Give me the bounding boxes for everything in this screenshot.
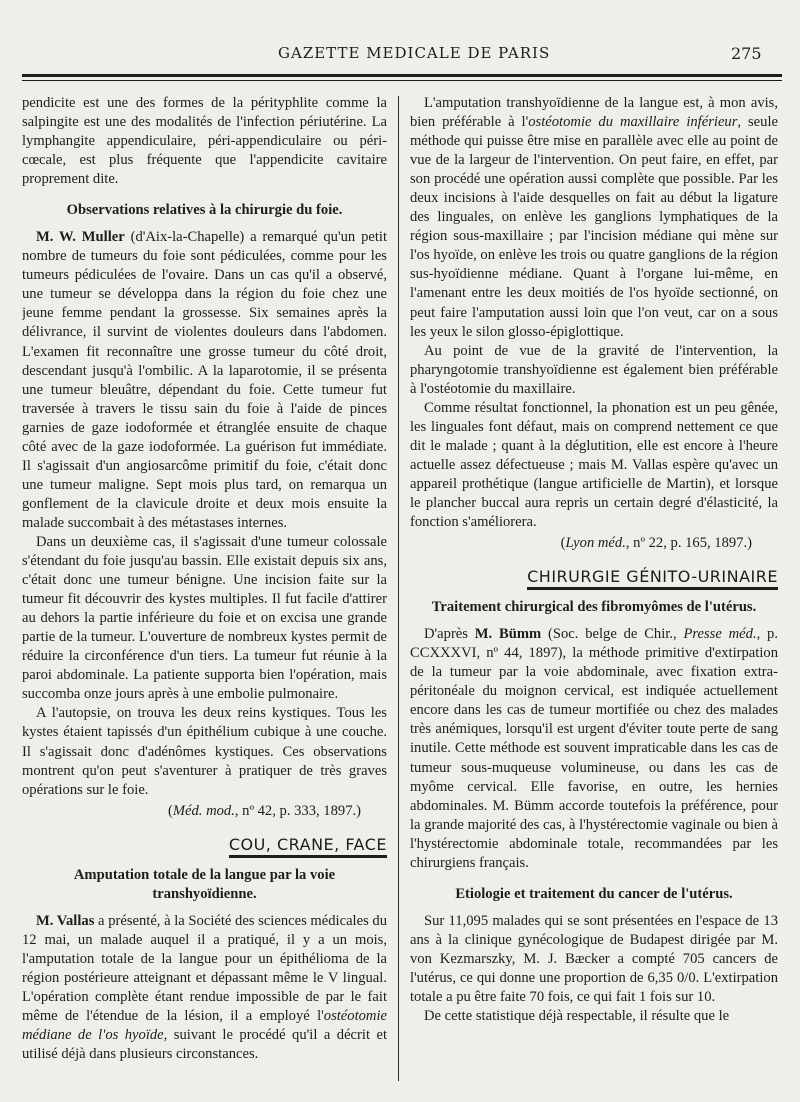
citation: (Lyon méd., nº 22, p. 165, 1897.)	[560, 535, 752, 552]
column-divider	[398, 96, 399, 1081]
paragraph-text: , p. CCXXXVI, nº 44, 1897), la méthode primitive d'extirpation de la tumeur par la voie abdominale, avec fixation extra-péritonéale du moignon cervical, est indiquée actuellement encore dans les cas de tumeur mortifiée ou chez des malades très anémiques, lorsqu'il est urgent d'éviter toute perte de sang inutile. Cette méthode est souvent impraticable dans les cas de tumeur sous-muqueuse volumineuse, ou dans les cas de myôme cervical. Elle favorise, en outre, les hernies abdominales. M. Bümm accorde toutefois la préférence, pour la grande majorité des cas, à l'hystérectomie vaginale ou bien à l'hystérectomie abdominale totale, recommandées par les chirurgiens français.	[410, 626, 778, 871]
article-heading: Etiologie et traitement du cancer de l'utérus.	[455, 885, 733, 902]
paragraph: Au point de vue de la gravité de l'intervention, la pharyngotomie transhyoïdienne est également bien préférable à l'ostéotomie du maxillaire.	[410, 342, 778, 397]
citation: (Méd. mod., nº 42, p. 333, 1897.)	[167, 802, 361, 819]
section-title-text: CHIRURGIE GÉNITO-URINAIRE	[527, 567, 778, 590]
citation-rest: , nº 22, p. 165, 1897.)	[625, 535, 752, 552]
article-heading: Traitement chirurgical des fibromyômes de l'utérus.	[431, 599, 757, 616]
paragraph	[22, 228, 387, 533]
paragraph-text: D'après	[424, 626, 475, 643]
paragraph-text: L'amputation transhyoïdienne de la langue est, à mon avis, bien préférable à l'	[410, 95, 778, 131]
paragraph-text: , suivant le procédé qu'il a décrit et utilisé déjà dans plusieurs circonstances.	[22, 1027, 387, 1063]
citation-journal: Méd. mod.	[172, 802, 235, 819]
emphasis-text: Presse méd.	[683, 626, 757, 643]
page-number: 275	[731, 44, 762, 63]
emphasis-text: ostéotomie du maxillaire inférieur	[528, 114, 738, 131]
citation-rest: , nº 42, p. 333, 1897.)	[234, 802, 361, 819]
author-name: M. Vallas	[36, 912, 95, 929]
article-heading: Amputation totale de la langue par la voie transhyoïdienne.	[73, 866, 336, 902]
citation-journal: Lyon méd.	[565, 535, 626, 552]
emphasis-text: ostéotomie médiane de l'os hyoïde	[22, 1007, 387, 1044]
author-name: M. Bümm	[474, 626, 542, 643]
header-rule-thick	[22, 74, 782, 77]
section-title	[22, 835, 387, 854]
paragraph-text: (Soc. belge de Chir.,	[541, 626, 684, 643]
paragraph	[410, 625, 778, 873]
section-title	[410, 567, 778, 586]
paragraph	[22, 912, 387, 1064]
paragraph-text: a présenté, à la Société des sciences médicales du 12 mai, un malade auquel il a pratiqué, il y a un mois, l'amputation totale de la langue pour un épithélioma de la région postérieure atteignant et dépassant même le V lingual. L'opération complète étant rendue impossible de par le fait même de l'étendue de la lésion, il a employé l'	[22, 912, 387, 1024]
section-title-text: COU, CRANE, FACE	[229, 835, 387, 858]
paragraph-text: (d'Aix-la-Chapelle) a remarqué qu'un petit nombre de tumeurs du foie sont pédiculées, comme pour les tumeurs pédiculées de l'ovaire. Dans un cas qu'il a observé, une tumeur se développa dans la région du foie chez une jeune femme pendant la grossesse. Six semaines après la délivrance, il survint de violentes douleurs dans l'abdomen. L'examen fit reconnaître une grosse tumeur du côté droit, descendant jusqu'à l'ombilic. A la laparotomie, il se présenta une tumeur bleuâtre, dépendant du foie. Cette tumeur fut traversée à travers le tissu sain du foie à l'aide de pinces garnies de gaze iodoformée et étranglée ensuite de chaque côté avec de la gaze iodoformée. La guérison fut immédiate. Il s'agissait d'un angiosarcôme primitif du foie, c'était donc une tumeur maligne. Sept mois plus tard, on remarqua un gonflement de la clavicule droite et deux mois ensuite la malade succombait à des métastases internes.	[22, 229, 387, 531]
paragraph: Sur 11,095 malades qui se sont présentées en l'espace de 13 ans à la clinique gynécologique de Budapest dirigée par M. von Kezmarszky, M. J. Bæcker a compté 705 cancers de l'utérus, ce qui donne une proportion de 6,35 0/0. L'extirpation totale a pu être faite 70 fois, ce qui fait 1 fois sur 10.	[410, 912, 778, 1005]
right-column	[410, 94, 778, 1094]
paragraph	[410, 94, 778, 342]
paragraph: De cette statistique déjà respectable, il résulte que le	[424, 1008, 730, 1025]
running-title: GAZETTE MEDICALE DE PARIS	[278, 44, 551, 62]
author-name: M. W. Muller	[36, 229, 125, 246]
paragraph: A l'autopsie, on trouva les deux reins kystiques. Tous les kystes étaient tapissés d'un épithélium cubique à une couche. Il s'agissait donc d'adénômes kystiques. Ces observations montrent qu'on peut s'aventurer à pratiquer de très graves opérations sur le foie.	[22, 705, 387, 798]
paragraph-text: , seule méthode qui puisse être mise en parallèle avec elle au point de vue de la largeur de l'intervention. On peut faire, en effet, par son procédé une opération aussi complète que possible. Par les deux incisions à l'aide desquelles on fait au début la ligature des linguales, on enlève les ganglions lymphatiques de la région sous-maxillaire ; par l'incision médiane qui mène sur l'os hyoïde, on enlève les trois ou quatre ganglions de la région sus-hyoïdienne médiane. Quant à l'organe lui-même, en l'amenant entre les deux moitiés de l'os hyoïde sectionné, on peut faire l'amputation aussi loin que l'on veut, car on a sous les yeux le silon glosso-épiglottique.	[410, 114, 778, 340]
page-header	[0, 40, 800, 70]
left-column	[22, 94, 387, 1094]
paragraph: Dans un deuxième cas, il s'agissait d'une tumeur colossale s'étendant du foie jusqu'au bassin. Elle existait depuis six ans, c'était donc une tumeur bénigne. Une incision faite sur la tumeur fit découvrir des kystes multiples. Il fut facile d'attirer au dehors la partie inférieure du foie et on excisa une grande partie de la tumeur. L'ouverture de nombreux kystes permit de réduire la circonférence d'un tiers. La tumeur fut réunie à la paroi abdominale. La patiente supporta bien l'opération, mais succomba onze jours après à une embolie pulmonaire.	[22, 533, 387, 703]
header-rule-thin	[22, 80, 782, 81]
paragraph: Comme résultat fonctionnel, la phonation est un peu gênée, les linguales font défaut, mais on comprend nettement ce que dit le malade ; quant à la déglutition, elle est encore à l'heure actuelle assez défectueuse ; mais M. Vallas espère qu'avec un appareil prothétique (langue artificielle de Martin), et lorsque le plancher buccal aura repris un certain degré d'élasticité, la fonction s'améliorera.	[410, 399, 778, 531]
article-heading: Observations relatives à la chirurgie du foie.	[66, 202, 343, 219]
paragraph: pendicite est une des formes de la pérityphlite comme la salpingite est une des modalités de l'infection périutérine. La lymphangite appendiculaire, péri-appendiculaire ou péri-cœcale, est plus fréquente que l'appendicite cavitaire proprement dite.	[22, 95, 387, 188]
